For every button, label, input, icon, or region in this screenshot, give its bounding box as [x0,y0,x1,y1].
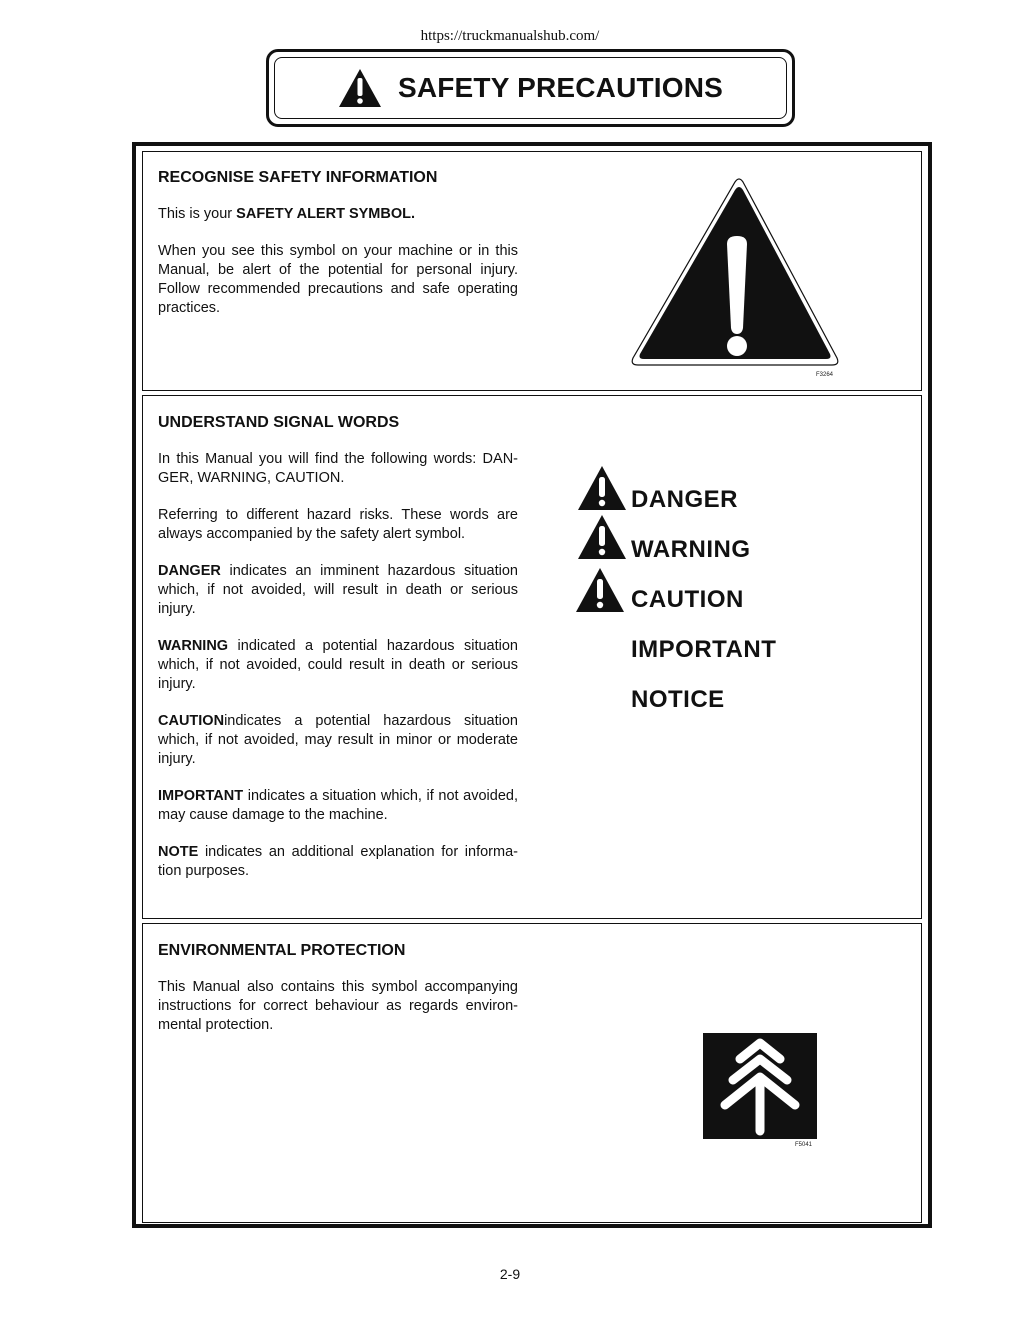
signal-word-important: IMPORTANT [631,636,777,663]
section-title: RECOGNISE SAFETY INFORMATION [158,169,438,186]
section-recognise-safety [142,151,922,391]
figure-label: F5041 [795,1142,813,1148]
signal-word-notice: NOTICE [631,686,725,713]
safety-alert-symbol-icon [629,176,841,369]
page-title-box [266,49,795,127]
paragraph: This is your SAFETY ALERT SYMBOL. [158,206,416,222]
warning-warning-icon [577,514,627,560]
danger-warning-icon [577,465,627,511]
warning-triangle-icon [338,68,382,108]
signal-word-warning: WARNING [631,536,751,563]
page-number: 2-9 [499,1266,521,1282]
figure-label: F3264 [816,372,834,378]
paragraph-caution: CAUTIONindicates a potential hazardous situation which, if not avoided, may result in minor or moderate injury. [158,713,518,767]
source-url: https://truckmanualshub.com/ [420,28,600,44]
content-frame [132,142,932,1228]
paragraph-danger: DANGER indicates an imminent hazardous situation which, if not avoided, will result in death or serious injury. [158,563,518,617]
section-environmental-protection [142,923,922,1223]
signal-word-caution: CAUTION [631,586,744,613]
paragraph-important: IMPORTANT indicates a situation which, if not avoided, may cause damage to the machine. [158,788,518,823]
paragraph: When you see this symbol on your machine or in this Manual, be alert of the potential for personal injury. Follow recommended precautions and safe operating practices. [158,243,518,316]
paragraph-warning: WARNING indicated a potential hazardous situation which, if not avoided, could result in death or serious injury. [158,638,518,692]
page-title: SAFETY PRECAUTIONS [397,72,724,103]
section-title: UNDERSTAND SIGNAL WORDS [158,414,400,431]
paragraph-note: NOTE indicates an additional explanation for informa-tion purposes. [158,844,518,879]
section-signal-words [142,395,922,919]
environment-tree-icon [703,1033,817,1139]
signal-word-danger: DANGER [631,486,739,513]
caution-warning-icon [575,567,625,613]
section-title: ENVIRONMENTAL PROTECTION [158,942,406,959]
paragraph: Referring to different hazard risks. These words are always accompanied by the safety alert symbol. [158,507,518,542]
paragraph: This Manual also contains this symbol accompanying instructions for correct behaviour as regards environ-mental protection. [158,979,518,1033]
paragraph: In this Manual you will find the following words: DAN-GER, WARNING, CAUTION. [158,451,518,486]
